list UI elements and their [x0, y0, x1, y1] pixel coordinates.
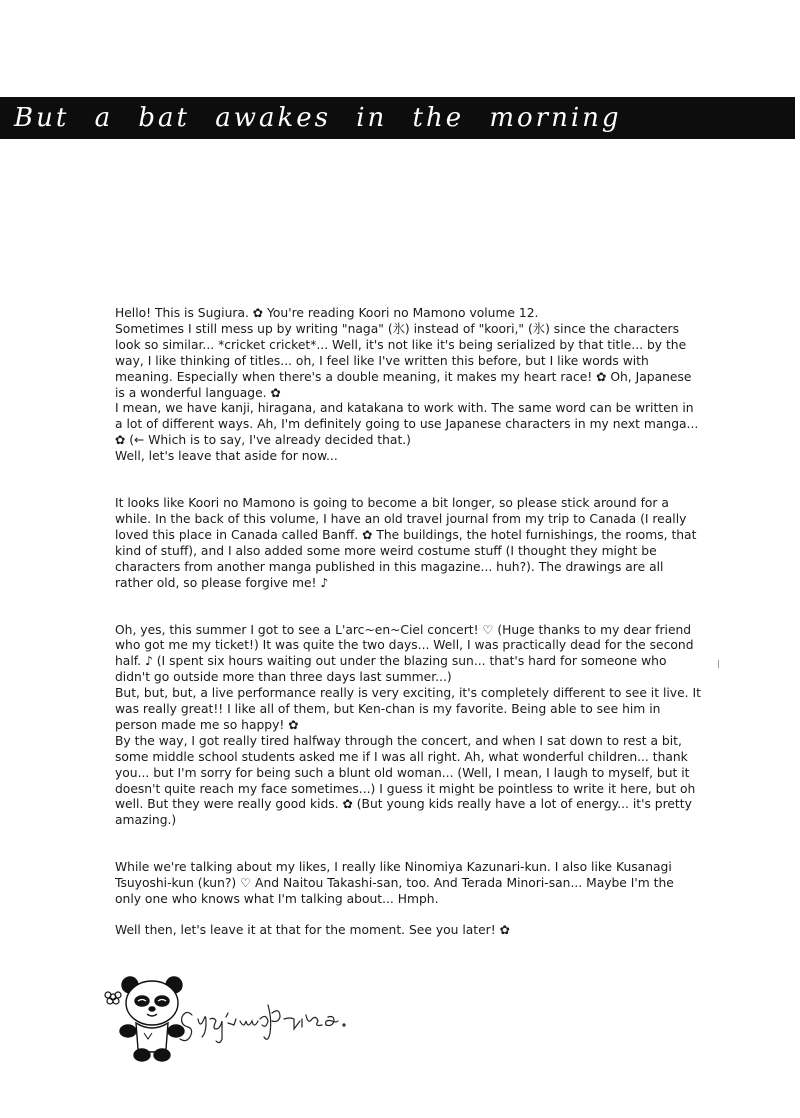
paragraph-volume-contents: It looks like Koori no Mamono is going to become a bit longer, so please stick around for a while. In the back of this volume, I have an old travel journal from my trip to Canada (I really loved this place in Canada called Banff. ✿ The buildings, the hotel furnishings, the rooms, that kind of stuff), and I also added some more weird costume stuff (I thought they might be characters from another manga published in this magazine... huh?). The drawings are all rather old, so please forgive me! ♪ [115, 496, 697, 590]
paragraph-concert: Oh, yes, this summer I got to see a L'arc~en~Ciel concert! ♡ (Huge thanks to my dear friend who got me my ticket!) It was quite the two days... Well, I was practically dead for the second half. ♪ (I spent six hours waiting out under the blazing sun... that's hard for someone who didn't go outside more than three days last summer...) [115, 622, 694, 685]
margin-mark [718, 660, 719, 668]
paragraph-aside: Well, let's leave that aside for now... [115, 449, 338, 464]
page-title: But a bat awakes in the morning [14, 103, 622, 133]
author-signature [100, 975, 380, 1070]
panda-signature-drawing [100, 975, 380, 1070]
paragraph-likes: While we're talking about my likes, I really like Ninomiya Kazunari-kun. I also like Kusanagi Tsuyoshi-kun (kun?) ♡ And Naitou Takashi-san, too. And Terada Minori-san... Maybe I'm the only one who knows what I'm talking about... Hmph. [115, 860, 674, 907]
panda-icon [120, 977, 184, 1061]
paragraph-japanese: I mean, we have kanji, hiragana, and katakana to work with. The same word can be written in a lot of different ways. Ah, I'm definitely going to use Japanese characters in my next manga... ✿ (← Which is to say, I've already decided that.) [115, 401, 699, 448]
flower-icon [105, 992, 121, 1004]
title-banner [0, 97, 795, 139]
paragraph-spacer [115, 592, 703, 623]
paragraph-middle-school: By the way, I got really tired halfway through the concert, and when I sat down to rest a bit, some middle school students asked me if I was all right. Ah, what wonderful children... thank you... but I'm sorry for being such a blunt old woman... (Well, I mean, I laugh to myself, but it doesn't quite reach my face sometimes...) I guess it might be pointless to write it here, but oh well. But they were really good kids. ✿ (But young kids really have a lot of energy... it's pretty amazing.) [115, 733, 696, 828]
handwritten-signature [180, 1005, 345, 1043]
paragraph-spacer [115, 465, 703, 496]
paragraph-spacer [115, 829, 703, 860]
paragraph-live-performance: But, but, but, a live performance really is very exciting, it's completely different to see it live. It was really great!! I like all of them, but Ken-chan is my favorite. Being able to see him in person made me so happy! ✿ [115, 686, 701, 732]
paragraph-farewell: Well then, let's leave it at that for the moment. See you later! ✿ [115, 923, 510, 937]
paragraph-greeting: Hello! This is Sugiura. ✿ You're reading Koori no Mamono volume 12. [115, 306, 539, 320]
paragraph-spacer [115, 908, 703, 923]
afterword-body [115, 306, 703, 939]
paragraph-titles: Sometimes I still mess up by writing "naga" (氷) instead of "koori," (氷) since the characters look so similar... *cricket cricket*... Well, it's not like it's being serialized by that title... by the way, I like thinking of titles... oh, I feel like I've written this before, but I like words with meaning. Especially when there's a double meaning, it makes my heart race! ✿ Oh, Japanese is a wonderful language. ✿ [115, 321, 692, 400]
